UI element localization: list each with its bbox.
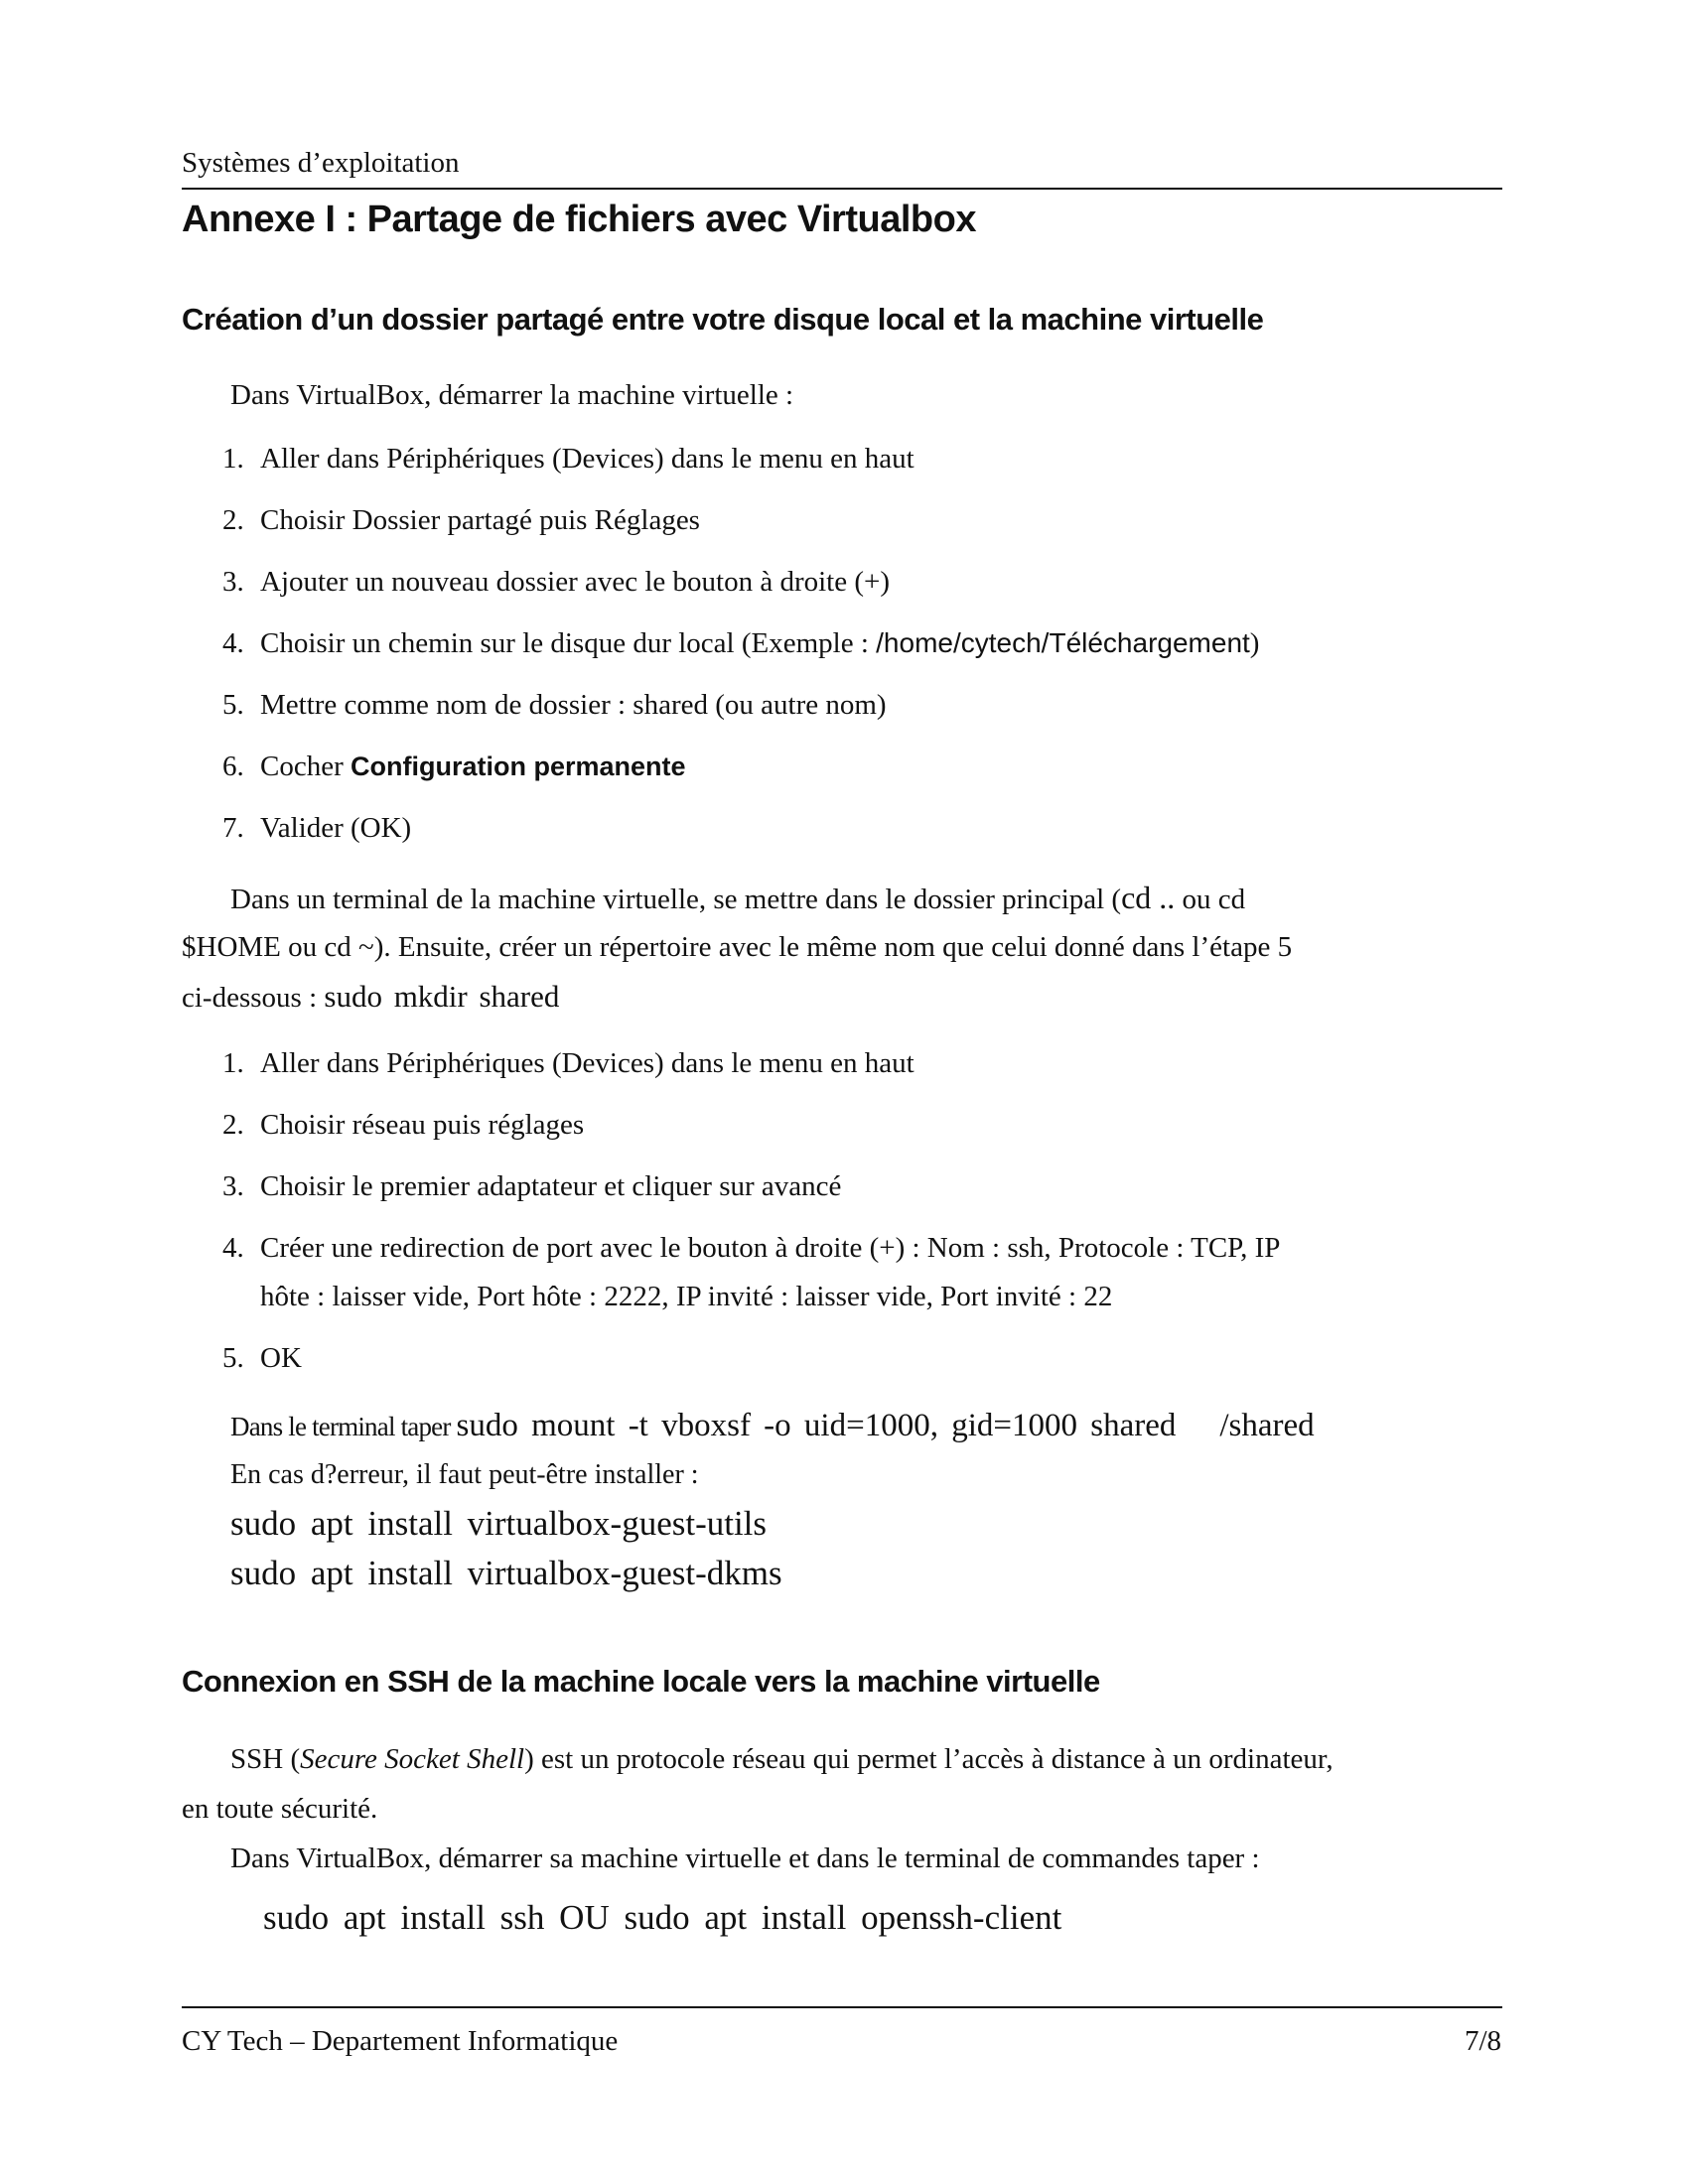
mount-command: sudo mount -t vboxsf -o uid=1000, gid=1000 shared (456, 1408, 1177, 1443)
section-heading-ssh: Connexion en SSH de la machine locale vers la machine virtuelle (182, 1664, 1100, 1699)
page-number: 7/8 (1464, 2025, 1501, 2057)
list-item: 6. Cocher Configuration permanente (222, 751, 686, 782)
paragraph-line: Dans VirtualBox, démarrer sa machine virtuelle et dans le terminal de commandes taper : (230, 1843, 1260, 1874)
list-item: 2. Choisir réseau puis réglages (222, 1109, 585, 1141)
paragraph-line: ci-dessous : sudo mkdir shared (182, 979, 560, 1014)
list-item: 4. Choisir un chemin sur le disque dur local (Exemple : /home/cytech/Téléchargement) (222, 627, 1260, 659)
intro-paragraph: Dans VirtualBox, démarrer la machine virtuelle : (230, 379, 794, 411)
list-item: 5. OK (222, 1342, 302, 1374)
list-item: 7. Valider (OK) (222, 812, 412, 844)
footer-left: CY Tech – Departement Informatique (182, 2025, 619, 2057)
install-command: sudo apt install virtualbox-guest-dkms (230, 1554, 782, 1592)
list-item: 5. Mettre comme nom de dossier : shared (ou autre nom) (222, 689, 887, 721)
list-item-continuation: hôte : laisser vide, Port hôte : 2222, IP invité : laisser vide, Port invité : 22 (260, 1281, 1113, 1312)
header-rule (182, 188, 1502, 190)
error-note: En cas d?erreur, il faut peut-être installer : (230, 1459, 699, 1490)
running-header: Systèmes d’exploitation (182, 147, 460, 179)
install-command: sudo apt install virtualbox-guest-utils (230, 1504, 768, 1543)
paragraph-line: SSH (Secure Socket Shell) est un protocole réseau qui permet l’accès à distance à un ordinateur, (230, 1743, 1334, 1775)
list-item: 1. Aller dans Périphériques (Devices) dans le menu en haut (222, 443, 914, 475)
list-item: 1. Aller dans Périphériques (Devices) dans le menu en haut (222, 1047, 914, 1079)
list-item: 3. Ajouter un nouveau dossier avec le bouton à droite (+) (222, 566, 891, 598)
page-title: Annexe I : Partage de fichiers avec Virtualbox (182, 199, 976, 240)
footer-rule (182, 2006, 1502, 2008)
inline-command: sudo mkdir shared (324, 979, 560, 1014)
list-item: 2. Choisir Dossier partagé puis Réglages (222, 504, 700, 536)
section-heading-shared-folder: Création d’un dossier partagé entre votre disque local et la machine virtuelle (182, 302, 1264, 337)
ssh-install-command: sudo apt install ssh OU sudo apt install openssh-client (263, 1898, 1062, 1937)
list-item: 3. Choisir le premier adaptateur et cliquer sur avancé (222, 1170, 842, 1202)
italic-term: Secure Socket Shell (300, 1743, 525, 1775)
list-item: 4. Créer une redirection de port avec le bouton à droite (+) : Nom : ssh, Protocole : TCP, IP (222, 1232, 1281, 1264)
paragraph-line: en toute sécurité. (182, 1793, 378, 1825)
paragraph-line: Dans un terminal de la machine virtuelle, se mettre dans le dossier principal (cd .. ou cd (230, 880, 1246, 915)
bold-option: Configuration permanente (351, 751, 686, 781)
paragraph-line: $HOME ou cd ~). Ensuite, créer un répertoire avec le même nom que celui donné dans l’étape 5 (182, 931, 1293, 963)
mount-target: /shared (1219, 1408, 1315, 1443)
example-path: /home/cytech/Téléchargement (876, 627, 1250, 658)
inline-command: cd .. (1121, 880, 1176, 915)
mount-line: Dans le terminal taper sudo mount -t vboxsf -o uid=1000, gid=1000 shared /shared (230, 1408, 1315, 1443)
